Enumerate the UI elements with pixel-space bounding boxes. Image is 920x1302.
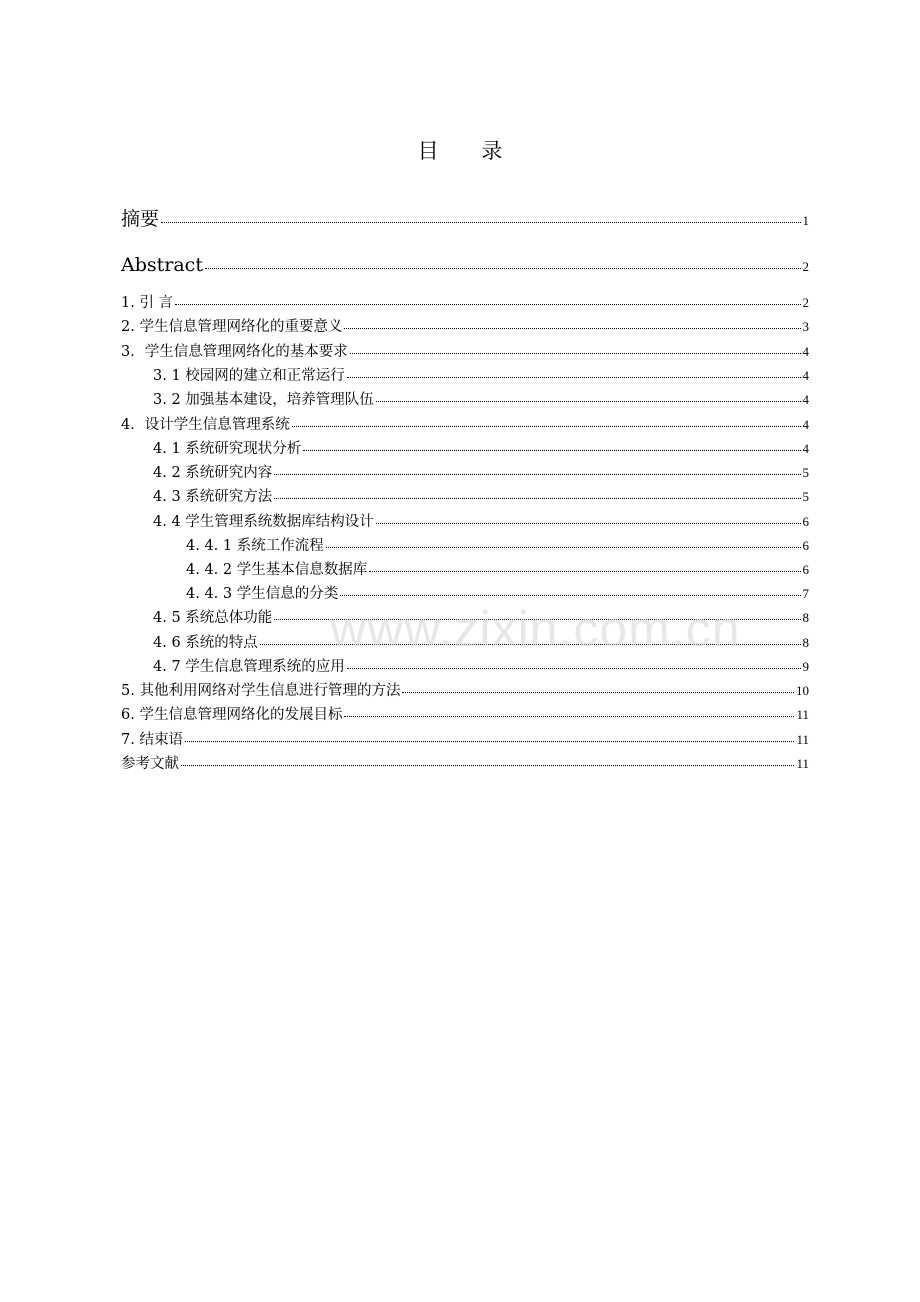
- toc-entry-page: 2: [802, 259, 809, 274]
- dot-leader: [274, 619, 800, 620]
- toc-entry-label: 4. 5 系统总体功能: [153, 610, 273, 626]
- toc-entry-page: 4: [802, 417, 809, 432]
- dot-leader: [161, 222, 800, 223]
- toc-entry-5[interactable]: [121, 679, 809, 700]
- toc-entry-abstract-en[interactable]: [121, 254, 809, 276]
- toc-entry-page: 11: [796, 756, 809, 771]
- toc-entry-label: 摘要: [121, 208, 160, 230]
- toc-entry-7[interactable]: [121, 728, 809, 749]
- toc-entry-3[interactable]: [121, 340, 809, 361]
- toc-entry-page: 5: [802, 489, 809, 504]
- toc-entry-page: 5: [802, 465, 809, 480]
- toc-entry-4-4[interactable]: [153, 510, 809, 531]
- dot-leader: [344, 716, 794, 717]
- dot-leader: [175, 304, 800, 305]
- toc-entry-page: 2: [802, 295, 809, 310]
- dot-leader: [326, 547, 801, 548]
- dot-leader: [347, 668, 801, 669]
- toc-entry-4-4-1[interactable]: [186, 534, 809, 555]
- toc-entry-label: 3．学生信息管理网络化的基本要求: [121, 344, 348, 360]
- dot-leader: [347, 377, 801, 378]
- toc-entry-label: 参考文献: [121, 756, 179, 772]
- toc-entry-label: 4. 7 学生信息管理系统的应用: [153, 659, 345, 675]
- dot-leader: [274, 498, 800, 499]
- dot-leader: [292, 426, 801, 427]
- toc-entry-3-1[interactable]: [153, 364, 809, 385]
- toc-entry-label: 2. 学生信息管理网络化的重要意义: [121, 319, 343, 335]
- toc-entry-4-4-2[interactable]: [186, 558, 809, 579]
- dot-leader: [376, 523, 801, 524]
- dot-leader: [350, 353, 801, 354]
- toc-entry-label: 5. 其他利用网络对学生信息进行管理的方法: [121, 683, 401, 699]
- dot-leader: [260, 644, 801, 645]
- toc-entry-page: 11: [796, 707, 809, 722]
- toc-entry-label: 4．设计学生信息管理系统: [121, 417, 290, 433]
- toc-entry-label: 1. 引 言: [121, 295, 174, 311]
- toc-entry-label: 4. 4. 3 学生信息的分类: [186, 586, 339, 602]
- toc-entry-label: 4. 4. 1 系统工作流程: [186, 538, 324, 554]
- toc-entry-label: 4. 3 系统研究方法: [153, 489, 273, 505]
- toc-entry-4-4-3[interactable]: [186, 582, 809, 603]
- toc-entry-3-2[interactable]: [153, 388, 809, 409]
- toc-entry-page: 4: [802, 368, 809, 383]
- toc-entry-page: 8: [802, 610, 809, 625]
- toc-entry-page: 6: [802, 562, 809, 577]
- dot-leader: [340, 595, 800, 596]
- toc-entry-page: 3: [802, 319, 809, 334]
- dot-leader: [274, 474, 800, 475]
- toc-entry-4-7[interactable]: [153, 655, 809, 676]
- toc-entry-page: 4: [802, 344, 809, 359]
- toc-entry-label: 4. 4 学生管理系统数据库结构设计: [153, 514, 374, 530]
- toc-entry-label: 3. 1 校园网的建立和正常运行: [153, 368, 345, 384]
- toc-entry-page: 9: [802, 659, 809, 674]
- dot-leader: [303, 450, 800, 451]
- page-title: 目 录: [417, 139, 521, 163]
- toc-entry-label: 3. 2 加强基本建设，培养管理队伍: [153, 392, 374, 408]
- dot-leader: [376, 401, 801, 402]
- toc-entry-6[interactable]: [121, 703, 809, 724]
- toc-entry-4-5[interactable]: [153, 606, 809, 627]
- toc-entry-label: 7. 结束语: [121, 732, 183, 748]
- toc-entry-label: 4. 6 系统的特点: [153, 635, 258, 651]
- toc-entry-label: 4. 4. 2 学生基本信息数据库: [186, 562, 368, 578]
- toc-entry-abstract-cn[interactable]: [121, 204, 809, 231]
- dot-leader: [344, 328, 800, 329]
- toc-entry-label: 4. 2 系统研究内容: [153, 465, 273, 481]
- toc-entry-4-6[interactable]: [153, 631, 809, 652]
- toc-entry-page: 6: [802, 538, 809, 553]
- toc-entry-label: 6. 学生信息管理网络化的发展目标: [121, 707, 343, 723]
- watermark: www.zixin.com.cn: [330, 601, 741, 657]
- dot-leader: [369, 571, 800, 572]
- dot-leader: [181, 765, 794, 766]
- toc-entry-page: 8: [802, 635, 809, 650]
- toc-entry-4[interactable]: [121, 413, 809, 434]
- dot-leader: [185, 741, 795, 742]
- toc-entry-4-2[interactable]: [153, 461, 809, 482]
- toc-entry-page: 4: [802, 441, 809, 456]
- toc-entry-label: 4. 1 系统研究现状分析: [153, 441, 302, 457]
- toc-entry-references[interactable]: [121, 752, 809, 773]
- toc-entry-4-3[interactable]: [153, 485, 809, 506]
- toc-entry-label: Abstract: [121, 254, 203, 276]
- toc-entry-page: 7: [802, 586, 809, 601]
- toc-entry-page: 11: [796, 732, 809, 747]
- dot-leader: [402, 692, 794, 693]
- toc-entry-1[interactable]: [121, 291, 809, 312]
- toc-entry-page: 6: [802, 514, 809, 529]
- toc-entry-2[interactable]: [121, 315, 809, 336]
- toc-entry-4-1[interactable]: [153, 437, 809, 458]
- toc-entry-page: 10: [796, 683, 809, 698]
- dot-leader: [205, 268, 801, 269]
- toc-entry-page: 4: [802, 392, 809, 407]
- toc-entry-page: 1: [802, 213, 809, 228]
